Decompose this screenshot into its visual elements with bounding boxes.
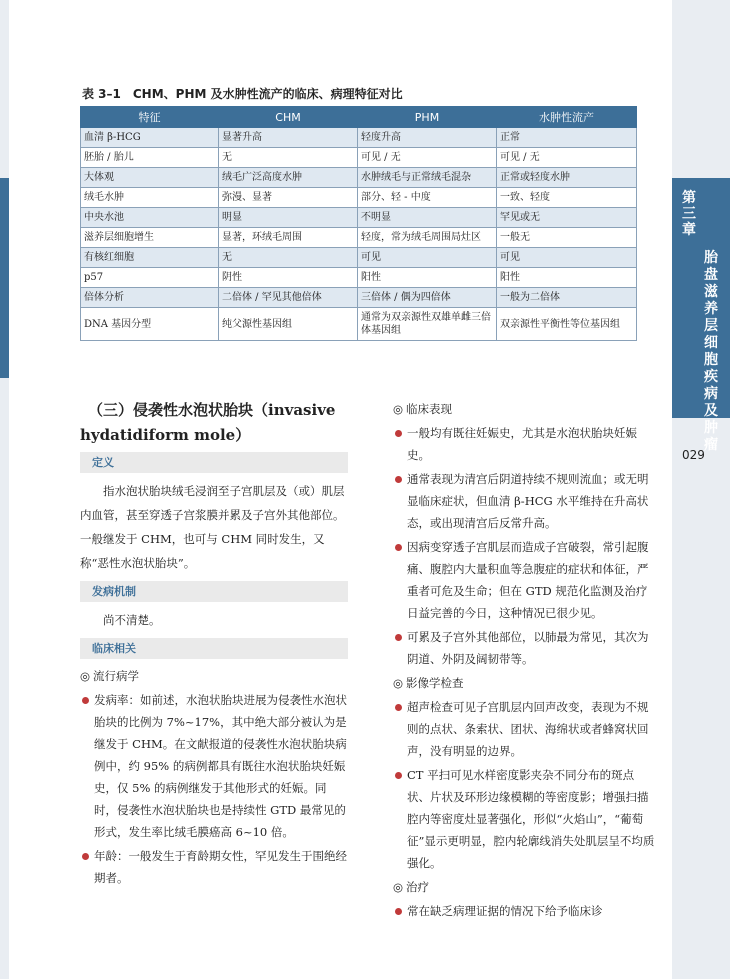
table-row — [81, 288, 637, 308]
list-item-text: 常在缺乏病理证据的情况下给予临床诊 — [407, 904, 603, 918]
table-header-cell: 水肿性流产 — [497, 107, 637, 128]
table-row — [81, 128, 637, 148]
table-cell: 胚胎 / 胎儿 — [81, 148, 219, 168]
table-cell: 中央水池 — [81, 208, 219, 228]
bullet-icon — [395, 430, 402, 437]
imaging-title: 影像学检查 — [406, 676, 464, 690]
table-cell: 三倍体 / 偶为四倍体 — [358, 288, 497, 308]
table-cell: 倍体分析 — [81, 288, 219, 308]
bullet-icon — [395, 476, 402, 483]
table-row — [81, 248, 637, 268]
table-header-cell: 特征 — [81, 107, 219, 128]
definition-heading: 定义 — [80, 452, 348, 473]
list-item-text: 可累及子宫外其他部位，以肺最为常见，其次为阴道、外阴及阔韧带等。 — [407, 630, 649, 666]
table-cell: 轻度，常为绒毛周围局灶区 — [358, 228, 497, 248]
list-item — [393, 626, 655, 670]
mechanism-text: 尚不清楚。 — [103, 613, 161, 627]
table-cell: 正常或轻度水肿 — [497, 168, 637, 188]
section-title — [80, 398, 348, 448]
double-circle-icon: ◎ — [393, 880, 404, 894]
table-title: 表 3–1 CHM、PHM 及水肿性流产的临床、病理特征对比 — [82, 87, 403, 101]
clinical-related-heading: 临床相关 — [80, 638, 348, 659]
table-header-row — [81, 107, 637, 128]
table-cell: 阴性 — [219, 268, 358, 288]
table-cell: 一般为二倍体 — [497, 288, 637, 308]
table-cell: 一般无 — [497, 228, 637, 248]
table-cell: 轻度升高 — [358, 128, 497, 148]
comparison-table — [80, 106, 637, 341]
table-cell: 大体观 — [81, 168, 219, 188]
table-cell: 正常 — [497, 128, 637, 148]
table-cell: 绒毛水肿 — [81, 188, 219, 208]
table-cell: 可见 / 无 — [358, 148, 497, 168]
list-item-text: 超声检查可见子宫肌层内回声改变，表现为不规则的点状、条索状、团状、海绵状或者蜂窝状回声，没有明显的边界。 — [407, 700, 649, 758]
clinical-manifestation-heading — [393, 398, 655, 420]
table-header-cell: CHM — [219, 107, 358, 128]
double-circle-icon: ◎ — [393, 676, 404, 690]
chapter-title: 胎盘滋养层细胞疾病及肿瘤 — [704, 250, 718, 453]
table-cell: 水肿绒毛与正常绒毛混杂 — [358, 168, 497, 188]
table-cell: 无 — [219, 248, 358, 268]
table-cell: 明显 — [219, 208, 358, 228]
table-cell: 阳性 — [358, 268, 497, 288]
table-cell: 可见 — [497, 248, 637, 268]
bullet-icon — [82, 853, 89, 860]
list-item — [393, 764, 655, 874]
table-row — [81, 168, 637, 188]
chapter-tab — [672, 178, 730, 453]
table-row — [81, 268, 637, 288]
section-number: （三） — [88, 401, 134, 419]
table-row — [81, 308, 637, 341]
epidemiology-title: 流行病学 — [93, 669, 140, 683]
bullet-icon — [395, 704, 402, 711]
table-row — [81, 208, 637, 228]
bullet-icon — [395, 634, 402, 641]
table-cell: 可见 — [358, 248, 497, 268]
left-edge-accent — [0, 178, 9, 378]
list-item-text: 因病变穿透子宫肌层而造成子宫破裂，常引起腹痛、腹腔内大量积血等急腹症的症状和体征，严重者可危及生命；但在 GTD 规范化监测及治疗日益完善的今日，这种情况已很少见。 — [407, 540, 649, 620]
definition-text: 指水泡状胎块绒毛浸润至子宫肌层及（或）肌层内血管，甚至穿透子宫浆膜并累及子宫外其他部位。一般继发于 CHM，也可与 CHM 同时发生，又称“恶性水泡状胎块”。 — [80, 484, 345, 570]
table-cell: 显著升高 — [219, 128, 358, 148]
table-cell: 双亲源性平衡性等位基因组 — [497, 308, 637, 341]
double-circle-icon: ◎ — [393, 402, 404, 416]
list-item-text: CT 平扫可见水样密度影夹杂不同分布的斑点状、片状及环形边缘模糊的等密度影；增强扫描腔内等密度灶显著强化，形似“火焰山”，“葡萄征”显示更明显，腔内轮廓线消失处肌层呈不均质强化。 — [407, 768, 655, 870]
table-header-cell: PHM — [358, 107, 497, 128]
bullet-icon — [395, 908, 402, 915]
table-cell: 血清 β-HCG — [81, 128, 219, 148]
section-title-text: 侵袭性水泡状胎块（invasive hydatidiform mole） — [80, 401, 336, 444]
table-row — [81, 228, 637, 248]
table-cell: 阳性 — [497, 268, 637, 288]
table-cell: 无 — [219, 148, 358, 168]
table-row — [81, 148, 637, 168]
table-cell: 纯父源性基因组 — [219, 308, 358, 341]
treatment-title: 治疗 — [406, 880, 430, 894]
list-item — [393, 468, 655, 534]
bullet-icon — [395, 544, 402, 551]
list-item — [393, 696, 655, 762]
table-cell: 绒毛广泛高度水肿 — [219, 168, 358, 188]
table-cell: 一致、轻度 — [497, 188, 637, 208]
list-item — [393, 900, 655, 922]
list-item-text: 一般均有既往妊娠史，尤其是水泡状胎块妊娠史。 — [407, 426, 637, 462]
page-number: 029 — [682, 448, 705, 462]
epidemiology-heading — [80, 665, 348, 687]
left-column — [80, 398, 348, 891]
list-item — [80, 689, 348, 843]
chapter-label: 第三章 — [682, 190, 696, 238]
imaging-heading — [393, 672, 655, 694]
list-item-text: 发病率：如前述，水泡状胎块进展为侵袭性水泡状胎块的比例为 7%~17%，其中绝大部分被认为是继发于 CHM。在文献报道的侵袭性水泡状胎块病例中，约 95% 的病例都具有既往水泡状胎块妊娠史，仅 5% 的病例继发于其他形式的妊娠。同时，侵袭性水泡状胎块也是持续性 GTD 最常见的形式，发生率比绒毛膜癌高 6~10 倍。 — [94, 693, 347, 839]
treatment-heading — [393, 876, 655, 898]
table-cell: 可见 / 无 — [497, 148, 637, 168]
list-item — [393, 536, 655, 624]
list-item — [80, 845, 348, 889]
table-cell: 部分、轻 - 中度 — [358, 188, 497, 208]
bullet-icon — [82, 697, 89, 704]
table-cell: 有核红细胞 — [81, 248, 219, 268]
list-item-text: 年龄：一般发生于育龄期女性，罕见发生于围绝经期者。 — [94, 849, 347, 885]
right-column — [393, 398, 655, 924]
mechanism-heading: 发病机制 — [80, 581, 348, 602]
table-cell: 不明显 — [358, 208, 497, 228]
right-margin-panel — [672, 0, 730, 979]
table-cell: 弥漫、显著 — [219, 188, 358, 208]
list-item — [393, 422, 655, 466]
left-edge-strip — [0, 0, 9, 979]
clinical-manifestation-title: 临床表现 — [406, 402, 453, 416]
table-cell: 滋养层细胞增生 — [81, 228, 219, 248]
table-cell: 二倍体 / 罕见其他倍体 — [219, 288, 358, 308]
table-cell: 罕见或无 — [497, 208, 637, 228]
bullet-icon — [395, 772, 402, 779]
table-row — [81, 188, 637, 208]
double-circle-icon: ◎ — [80, 669, 91, 683]
table-cell: p57 — [81, 268, 219, 288]
table-cell: 通常为双亲源性双雄单雌三倍体基因组 — [358, 308, 497, 341]
table-cell: 显著，环绒毛周围 — [219, 228, 358, 248]
list-item-text: 通常表现为清宫后阴道持续不规则流血；或无明显临床症状，但血清 β-HCG 水平维持在升高状态，或出现清宫后反常升高。 — [407, 472, 649, 530]
table-cell: DNA 基因分型 — [81, 308, 219, 341]
